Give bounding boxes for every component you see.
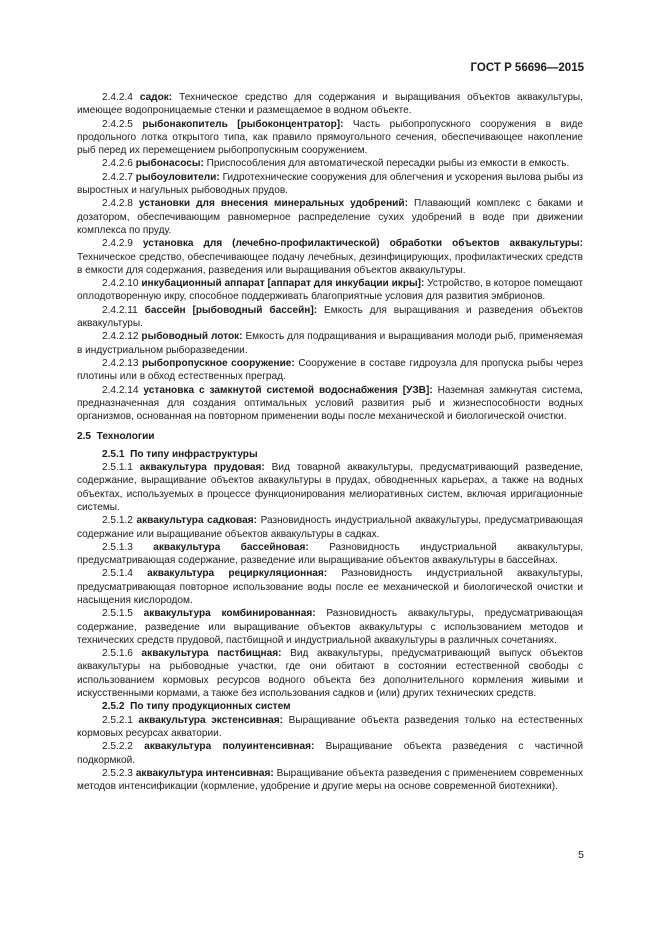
definition-paragraph [77,514,583,541]
definition-paragraph [77,740,583,767]
definition-text: Разновидность индустриальной аквакультуры, предусматривающая содержание или выращивание объектов аквакультуры в садках. [77,515,584,540]
definition-term: установка с замкнутой системой водоснабжения [УЗВ]: [143,384,433,396]
document-body [77,91,583,793]
definition-paragraph [77,567,583,607]
definition-number: 2.5.2.1 [102,714,133,726]
definition-number: 2.5.2.3 [102,767,133,779]
definition-paragraph [77,541,583,568]
definition-number: 2.5.1.2 [102,515,133,527]
definition-term: установка для (лечебно-профилактической) обработки объектов аквакультуры: [142,238,583,250]
definition-paragraph [77,157,583,170]
page-number: 5 [578,849,584,861]
definition-term: рыбонасосы: [135,158,204,170]
definition-number: 2.5.1.6 [102,648,133,660]
definition-number: 2.4.2.11 [102,304,138,316]
definition-term: инкубационный аппарат [аппарат для инкубации икры]: [141,278,425,290]
subsection-heading-production: 2.5.2 По типу продукционных систем [102,701,291,713]
definition-text: Емкость для выращивания и разведения объектов аквакультуры. [77,304,584,330]
definition-number: 2.4.2.8 [102,198,133,210]
definition-number: 2.5.1.5 [102,608,133,620]
definition-paragraph [77,357,583,384]
definition-text: Выращивание объекта разведения с применением современных методов интенсификации (кормление, удобрение и другие меры на основе современной биотехники). [77,767,583,793]
definition-term: аквакультура садковая: [136,515,257,527]
definition-term: рыбоводный лоток: [141,331,243,343]
document-header: ГОСТ Р 56696—2015 [470,62,584,74]
definition-number: 2.5.1.1 [102,462,133,474]
definition-paragraph [77,304,583,331]
definition-number: 2.4.2.5 [102,118,133,130]
definition-text: Плавающий комплекс с баками и дозатором, обеспечивающим равномерное распределение сухих удобрений в воде при движении комплекса по пруду. [77,198,583,236]
definition-term: аквакультура бассейновая: [153,541,309,553]
definition-paragraph [77,118,583,158]
definition-term: установки для внесения минеральных удобрений: [138,198,408,210]
definition-term: аквакультура пастбищная: [141,648,282,660]
definition-number: 2.4.2.6 [102,158,133,170]
definition-text: Разновидность аквакультуры, предусматривающая содержание, разведение или выращивание объектов аквакультуры с использованием методов и технических средств прудовой, пастбищной и индустриальной аквакультуры в различных сочетаниях. [77,608,583,646]
definition-paragraph [77,91,583,118]
definition-paragraph [77,330,583,357]
definition-paragraph [77,384,583,424]
definition-paragraph [77,277,583,304]
definition-number: 2.4.2.12 [102,331,139,343]
definition-text: Сооружение в составе гидроузла для пропуска рыбы через плотины или в обход естественных преград. [77,357,583,383]
definition-term: рыбоуловители: [135,171,220,183]
definition-paragraph [77,607,583,647]
definition-paragraph [77,767,583,794]
definition-number: 2.5.2.2 [102,741,133,753]
definition-term: аквакультура комбинированная: [143,608,316,620]
definition-paragraph [77,171,583,198]
definition-number: 2.5.1.4 [102,568,133,580]
definition-number: 2.4.2.4 [102,92,133,103]
definition-number: 2.5.1.3 [102,541,133,553]
subsection-heading-infrastructure: 2.5.1 По типу инфраструктуры [102,448,258,460]
definition-text: Вид аквакультуры, предусматривающий выпуск объектов аквакультуры на рыбоводные участки, где они обитают в состоянии естественной свободы с использованием кормовых ресурсов водного объекта без дополнительного кормления живыми и искусственными кормами, а также без использования садков и (или) других технических средств. [77,648,584,700]
definition-paragraph [77,197,583,237]
section-heading: 2.5 Технологии [77,431,155,443]
definitions-block-production [77,714,583,794]
definition-text: Часть рыбопропускного сооружения в виде продольного лотка открытого типа, как правило прямоугольного сечения, обеспечивающее накопление рыб перед их перемещением рыбопропускным сооружением. [77,118,583,157]
definition-text: Гидротехнические сооружения для облегчения и ускорения вылова рыбы из выростных и нагульных рыбоводных прудов. [77,171,583,197]
definition-term: аквакультура экстенсивная: [138,714,283,726]
definition-text: Разновидность индустриальной аквакультуры, предусматривающая содержание, разведение или выращивание объектов аквакультуры в бассейнах. [77,541,583,567]
definition-term: аквакультура интенсивная: [135,767,274,779]
definition-text: Устройство, в которое помещают оплодотворенную икру, способное поддерживать благоприятные условия для развития эмбрионов. [77,278,583,303]
definitions-block-infrastructure [77,461,583,700]
definition-number: 2.4.2.9 [102,238,133,250]
definition-number: 2.4.2.14 [102,384,139,396]
definition-text: Техническое средство для содержания и выращивания объектов аквакультуры, имеющее водопроницаемые стенки и размещаемое в водном объекте. [77,92,583,117]
definition-term: рыбопропускное сооружение: [142,357,295,369]
definitions-block-equipment [77,91,583,423]
definition-text: Выращивание объекта разведения только на естественных кормовых ресурсах акватории. [77,714,583,739]
definition-number: 2.4.2.13 [102,357,139,369]
definition-text: Вид товарной аквакультуры, предусматривающий разведение, содержание, выращивание объектов аквакультуры в прудах, обводненных карьерах, а также на водных объектах, используемых в процессе функционирования мелиоративных систем, включая ирригационные системы. [77,462,583,513]
definition-paragraph [77,714,583,741]
definition-text: Разновидность индустриальной аквакультуры, предусматривающая повторное использование воды после ее механической и биологической очистки и насыщения кислородом. [77,568,583,606]
definition-number: 2.4.2.7 [102,171,133,183]
definition-text: Наземная замкнутая система, предназначенная для создания оптимальных условий развития рыб и жизнеспособности водных организмов, основанная на повторном применении воды после механической и биологической очистки. [77,384,583,423]
definition-number: 2.4.2.10 [102,278,139,290]
definition-text: Техническое средство, обеспечивающее подачу лечебных, дезинфицирующих, профилактических средств в емкости для содержания, разведения или выращивания объектов аквакультуры. [77,251,583,276]
definition-term: садок: [139,92,173,103]
definition-text: Выращивание объекта разведения с частичной подкормкой. [77,741,583,766]
definition-text: Приспособления для автоматической пересадки рыбы из емкости в емкость. [203,158,570,170]
definition-term: аквакультура прудовая: [139,462,265,474]
definition-text: Емкость для подращивания и выращивания молоди рыб, применяемая в индустриальном рыборазведении. [77,331,583,356]
definition-paragraph [77,461,583,514]
definition-paragraph [77,237,583,277]
definition-term: бассейн [рыбоводный бассейн]: [144,304,318,316]
definition-term: аквакультура полуинтенсивная: [144,741,315,753]
definition-term: рыбонакопитель [рыбоконцентратор]: [142,118,344,130]
definition-term: аквакультура рециркуляционная: [147,568,328,580]
definition-paragraph [77,647,583,700]
